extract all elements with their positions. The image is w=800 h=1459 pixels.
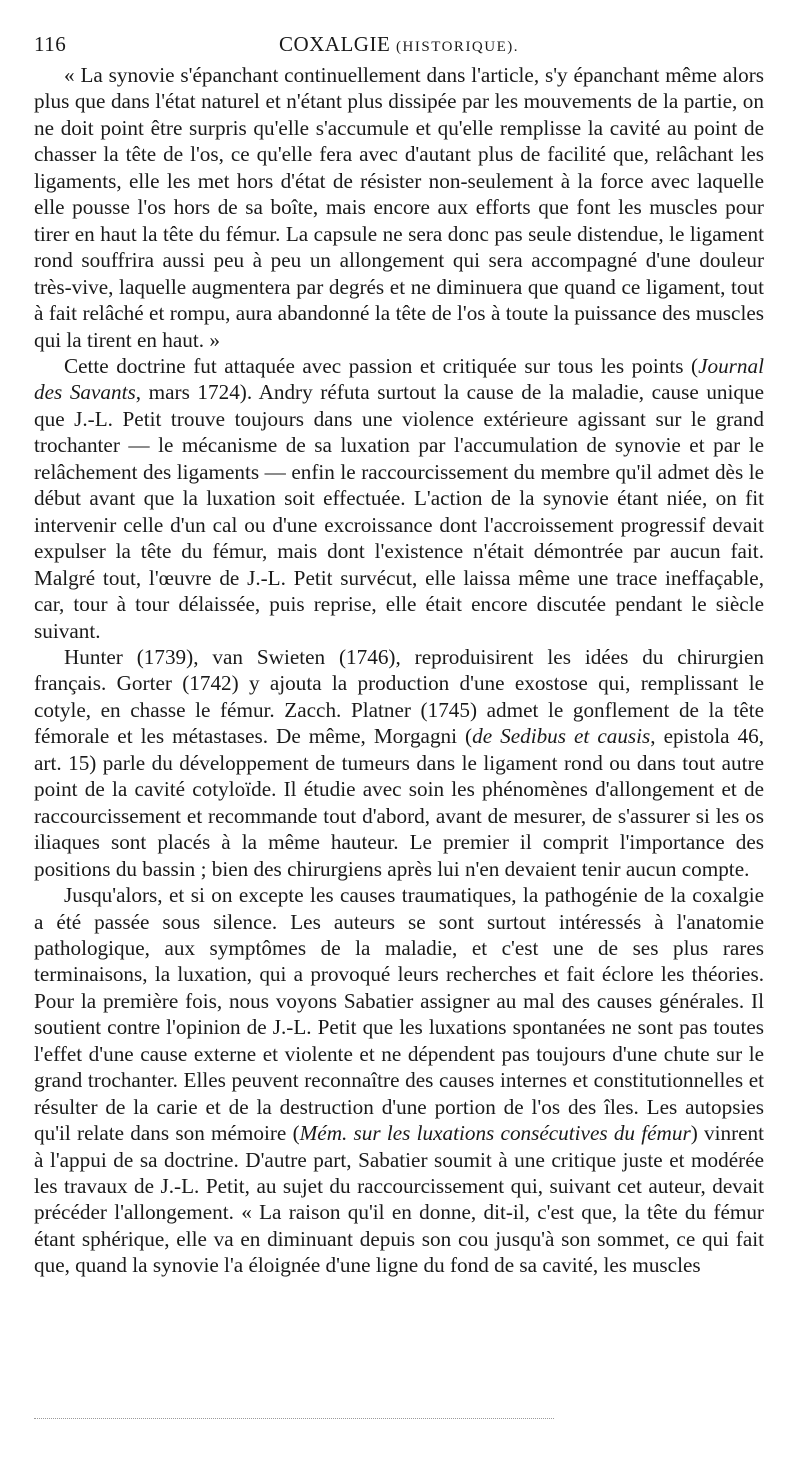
body-text <box>34 62 764 1279</box>
page-number: 116 <box>34 32 67 56</box>
running-title <box>34 32 764 57</box>
running-title-main: COXALGIE <box>278 32 391 56</box>
paragraph-quote: « La synovie s'épanchant continuellement dans l'article, s'y épanchant même alors plus que dans l'état naturel et n'étant plus dissipée par les mouvements de la partie, on ne doit point être surpris qu'elle s'accumule et qu'elle remplisse la cavité au point de chasser la tête de l'os, ce qu'elle fera avec d'autant plus de facilité que, relâchant les ligaments, elle les met hors d'état de résister non-seulement à la force avec laquelle elle pousse l'os hors de sa boîte, mais encore aux efforts que font les muscles pour tirer en haut la tête du fémur. La capsule ne sera donc pas seule distendue, le ligament rond souffrira aussi peu à peu un allongement qui sera accompagné d'une douleur très-vive, laquelle augmentera par degrés et ne diminuera que quand ce ligament, tout à fait relâché et rompu, aura abandonné la tête de l'os à toute la puissance des muscles qui la tirent en haut. » <box>34 63 764 352</box>
paragraph-hunter-morgagni: Hunter (1739), van Swieten (1746), reproduisirent les idées du chirurgien français. Gorter (1742) y ajouta la production d'une exostose qui, remplissant le cotyle, en chasse le fémur. Zacch. Platner (1745) admet le gonflement de la tête fémorale et les métastases. De même, Morgagni (de Sedibus et causis, epistola 46, art. 15) parle du développement de tumeurs dans le ligament rond ou dans tout autre point de la cavité cotyloïde. Il étudie avec soin les phénomènes d'allongement et de raccourcissement et recommande tout d'abord, avant de mesurer, de s'assurer si les os iliaques sont placés à la même hauteur. Le premier il comprit l'importance des positions du bassin ; bien des chirurgiens après lui n'en devaient tenir aucun compte. <box>34 644 764 881</box>
paragraph-sabatier: Jusqu'alors, et si on excepte les causes traumatiques, la pathogénie de la coxalgie a été passée sous silence. Les auteurs se sont surtout intéressés à l'anatomie pathologique, aux symptômes de la maladie, et c'est une de ses plus rares terminaisons, la luxation, qui a provoqué leurs recherches et fait éclore les théories. Pour la première fois, nous voyons Sabatier assigner au mal des causes générales. Il soutient contre l'opinion de J.-L. Petit que les luxations spontanées ne sont pas toutes l'effet d'une cause externe et violente et ne dépendent pas toujours d'une chute sur le grand trochanter. Elles peuvent reconnaître des causes internes et constitutionnelles et résulter de la carie et de la destruction d'une portion de l'os des îles. Les autopsies qu'il relate dans son mémoire (Mém. sur les luxations consécutives du fémur) vinrent à l'appui de sa doctrine. D'autre part, Sabatier soumit à une critique juste et modérée les travaux de J.-L. Petit, au sujet du raccourcissement qui, suivant cet auteur, devait précéder l'allongement. « La raison qu'il en donne, dit-il, c'est que, la tête du fémur étant sphérique, elle va en diminuant depuis son cou jusqu'à son sommet, ce qui fait que, quand la synovie l'a éloignée d'une ligne du fond de sa cavité, les muscles <box>34 883 765 1278</box>
running-title-sub: (HISTORIQUE). <box>396 39 520 55</box>
citation-sabatier: Mém. sur les luxations consécutives du fémur <box>299 1121 691 1146</box>
citation-journal: Journal des Savants <box>34 353 764 405</box>
running-head <box>34 24 764 62</box>
paragraph-doctrine-critique: Cette doctrine fut attaquée avec passion et critiquée sur tous les points (Journal des Savants, mars 1724). Andry réfuta surtout la cause de la maladie, cause unique que J.-L. Petit trouve toujours dans une violence extérieure agissant sur le grand trochanter — le mécanisme de sa luxation par l'accumulation de synovie et par le relâchement des ligaments — enfin le raccourcissement du membre qu'il admet dès le début avant que la luxation soit effectuée. L'action de la synovie étant niée, on fit intervenir celle d'un cal ou d'une excroissance dont l'accroissement progressif devait expulser la tête du fémur, mais dont l'existence n'était démontrée par aucun fait. Malgré tout, l'œuvre de J.-L. Petit survécut, elle laissa même une trace ineffaçable, car, tour à tour délaissée, puis reprise, elle était encore discutée pendant le siècle suivant. <box>34 353 764 643</box>
footer-dotted-rule <box>34 1418 554 1419</box>
citation-morgagni: de Sedibus et causis <box>472 724 651 749</box>
